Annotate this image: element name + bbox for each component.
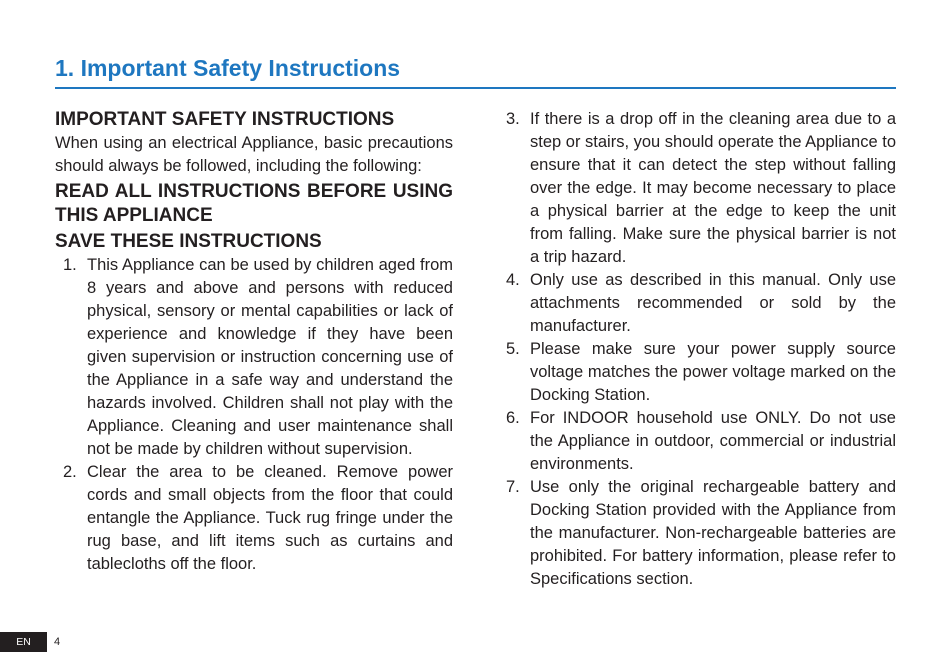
list-item xyxy=(506,407,896,476)
instruction-list-right xyxy=(506,108,896,591)
item-number: 3. xyxy=(506,110,520,128)
intro-paragraph: When using an electrical Appliance, basic precautions should always be followed, including the following: xyxy=(55,134,453,175)
item-text: Only use as described in this manual. Only use attachments recommended or sold by the manufacturer. xyxy=(530,271,896,335)
section-title: 1. Important Safety Instructions xyxy=(55,55,401,81)
save-instructions-heading: SAVE THESE INSTRUCTIONS xyxy=(55,231,322,252)
item-number: 6. xyxy=(506,409,520,427)
language-tab: EN xyxy=(0,632,47,652)
item-text: If there is a drop off in the cleaning area due to a step or stairs, you should operate the Appliance to ensure that it can detect the step without falling over the edge. It may become necessary to place a physical barrier at the edge to keep the unit from falling. Make sure the physical barrier is not a trip hazard. xyxy=(530,110,896,266)
item-number: 7. xyxy=(506,478,520,496)
left-column xyxy=(55,108,453,576)
list-item xyxy=(506,108,896,269)
right-column xyxy=(506,108,896,591)
read-instructions-heading: READ ALL INSTRUCTIONS BEFORE USING THIS APPLIANCE xyxy=(55,181,453,226)
item-text: Use only the original rechargeable battery and Docking Station provided with the Appliance from the manufacturer. Non-rechargeable batteries are prohibited. For battery information, please refer to Specifications section. xyxy=(530,478,896,588)
safety-heading: IMPORTANT SAFETY INSTRUCTIONS xyxy=(55,109,395,130)
instruction-list-left xyxy=(55,254,453,576)
page-number: 4 xyxy=(54,636,61,648)
list-item xyxy=(63,461,453,576)
item-number: 1. xyxy=(63,256,77,274)
item-number: 4. xyxy=(506,271,520,289)
item-number: 2. xyxy=(63,463,77,481)
item-text: Clear the area to be cleaned. Remove power cords and small objects from the floor that could entangle the Appliance. Tuck rug fringe under the rug base, and lift items such as curtains and tablecloths off the floor. xyxy=(87,463,453,573)
list-item xyxy=(63,254,453,461)
item-text: This Appliance can be used by children aged from 8 years and above and persons with reduced physical, sensory or mental capabilities or lack of experience and knowledge if they have been given supervision or instruction concerning use of the Appliance in a safe way and understand the hazards involved. Children shall not play with the Appliance. Cleaning and user maintenance shall not be made by children without supervision. xyxy=(87,256,453,458)
title-divider xyxy=(55,87,896,89)
item-text: Please make sure your power supply source voltage matches the power voltage marked on the Docking Station. xyxy=(530,340,896,404)
list-item xyxy=(506,338,896,407)
list-item xyxy=(506,476,896,591)
list-item xyxy=(506,269,896,338)
item-text: For INDOOR household use ONLY. Do not use the Appliance in outdoor, commercial or industrial environments. xyxy=(530,409,896,473)
item-number: 5. xyxy=(506,340,520,358)
